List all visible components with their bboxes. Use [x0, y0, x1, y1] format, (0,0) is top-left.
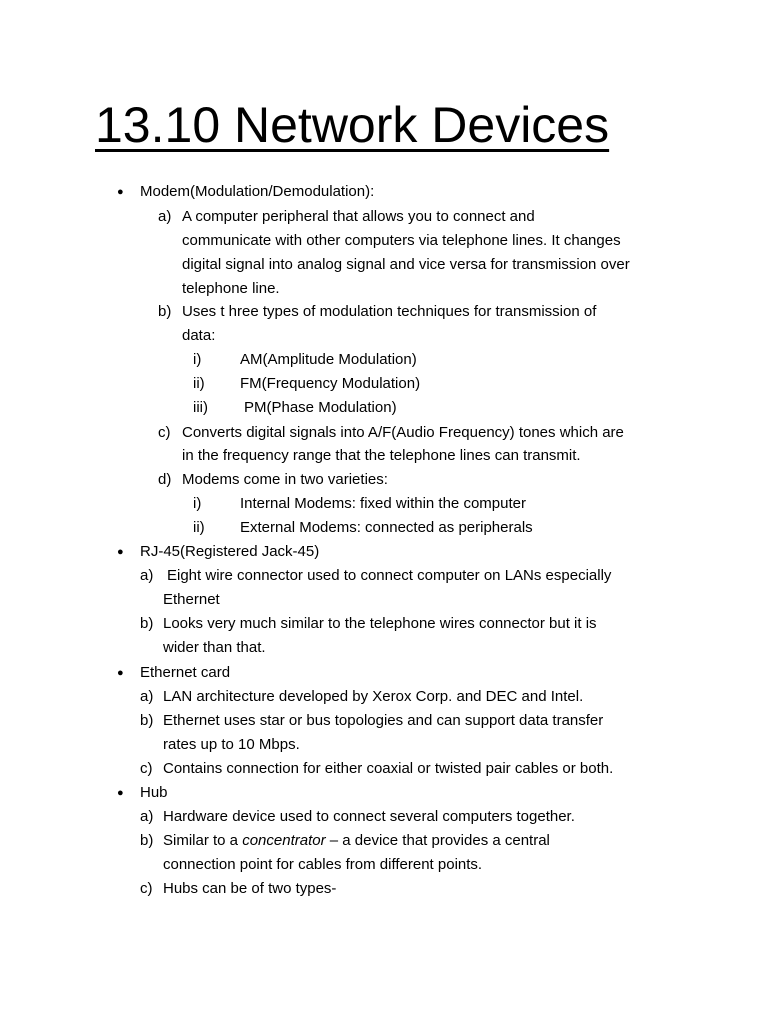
rj45-b-line-1: Looks very much similar to the telephone wires connector but it is [163, 615, 597, 632]
bullet-icon: ● [117, 546, 124, 558]
item-label: b) [140, 832, 154, 849]
item-label: a) [140, 808, 154, 825]
bullet-icon: ● [117, 186, 124, 198]
modem-a-line-4: telephone line. [182, 280, 280, 297]
modem-c-line-1: Converts digital signals into A/F(Audio Frequency) tones which are [182, 424, 624, 441]
sub-item-label: ii) [193, 375, 205, 392]
item-label: d) [158, 471, 172, 488]
item-label: b) [140, 712, 154, 729]
item-label: a) [140, 688, 154, 705]
item-label: b) [158, 303, 172, 320]
section-heading-rj45: RJ-45(Registered Jack-45) [140, 543, 320, 560]
sub-item-text: External Modems: connected as peripherals [240, 519, 533, 536]
sub-item-label: iii) [193, 399, 208, 416]
hub-b-line-1 [163, 829, 550, 853]
sub-item-text: Internal Modems: fixed within the computer [240, 495, 526, 512]
sub-item-text: FM(Frequency Modulation) [240, 375, 421, 392]
modem-b-line-1: Uses t hree types of modulation techniques for transmission of [182, 303, 597, 320]
modem-a-line-3: digital signal into analog signal and vice versa for transmission over [182, 256, 630, 273]
rj45-a-line-1: Eight wire connector used to connect computer on LANs especially [167, 567, 612, 584]
modem-c-line-2: in the frequency range that the telephone lines can transmit. [182, 447, 581, 464]
hub-b-line-2: connection point for cables from different points. [163, 856, 483, 873]
bullet-icon: ● [117, 787, 124, 799]
item-label: a) [140, 567, 154, 584]
item-label: b) [140, 615, 154, 632]
sub-item-label: i) [193, 351, 202, 368]
concentrator-term: concentrator [242, 832, 326, 849]
ethernet-a-line-1: LAN architecture developed by Xerox Corp. and DEC and Intel. [163, 688, 584, 705]
ethernet-b-line-2: rates up to 10 Mbps. [163, 736, 300, 753]
item-label: c) [140, 760, 153, 777]
item-label: c) [140, 880, 153, 897]
sub-item-text: AM(Amplitude Modulation) [240, 351, 417, 368]
ethernet-b-line-1: Ethernet uses star or bus topologies and can support data transfer [163, 712, 604, 729]
hub-a-line-1: Hardware device used to connect several computers together. [163, 808, 575, 825]
sub-item-label: i) [193, 495, 202, 512]
bullet-icon: ● [117, 667, 124, 679]
modem-a-line-2: communicate with other computers via telephone lines. It changes [182, 232, 621, 249]
sub-item-text: PM(Phase Modulation) [244, 399, 397, 416]
ethernet-c-line-1: Contains connection for either coaxial or twisted pair cables or both. [163, 760, 614, 777]
modem-a-line-1: A computer peripheral that allows you to connect and [182, 208, 535, 225]
hub-b-pre: Similar to a [163, 832, 243, 849]
section-heading-modem: Modem(Modulation/Demodulation): [140, 183, 375, 200]
sub-item-label: ii) [193, 519, 205, 536]
modem-b-line-2: data: [182, 327, 216, 344]
section-heading-hub: Hub [140, 784, 168, 801]
section-heading-ethernet: Ethernet card [140, 664, 231, 681]
hub-b-post: – a device that provides a central [325, 832, 550, 849]
hub-c-line-1: Hubs can be of two types- [163, 880, 337, 897]
modem-d-line-1: Modems come in two varieties: [182, 471, 388, 488]
rj45-b-line-2: wider than that. [163, 639, 266, 656]
item-label: a) [158, 208, 172, 225]
page-title: 13.10 Network Devices [95, 97, 610, 153]
rj45-a-line-2: Ethernet [163, 591, 220, 608]
item-label: c) [158, 424, 171, 441]
